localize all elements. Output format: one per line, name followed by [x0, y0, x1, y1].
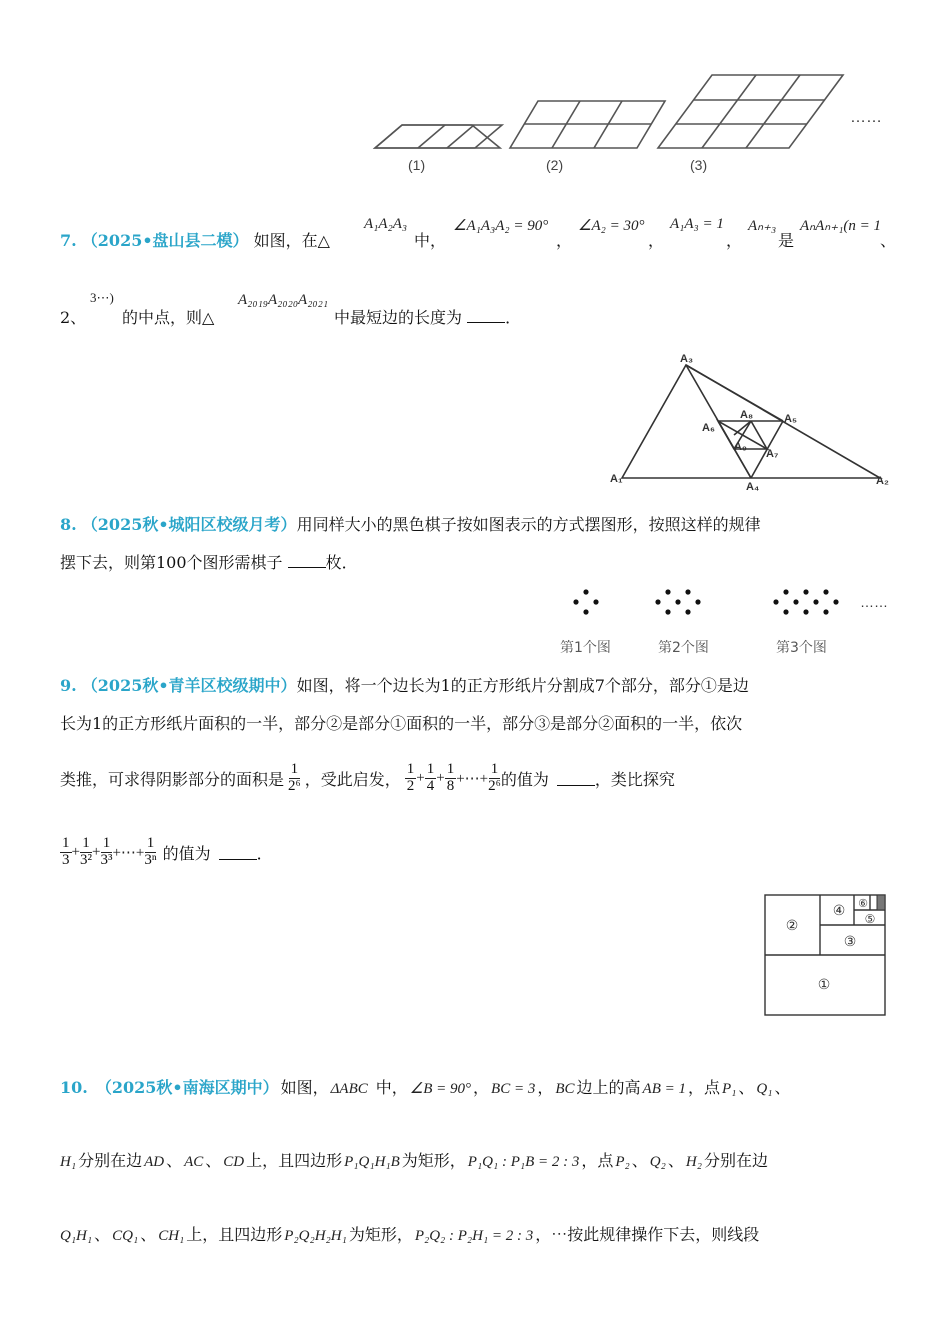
q9-frac-shadow: $\frac{1}{\text{2⁶}}$ [288, 761, 301, 794]
q10-ratio2: P₂Q₂ : P₂H₁ = 2 : 3 [414, 1228, 534, 1244]
q10-rect2: P₂Q₂H₂H₁ [284, 1228, 347, 1244]
q9-text4: ，受此启发， [304, 769, 401, 789]
q9-line1 [60, 673, 749, 696]
region-6: ⑥ [858, 898, 868, 910]
q9-text3: 类推，可求得阴影部分的面积是 [60, 769, 285, 789]
q10-line3 [60, 1222, 759, 1245]
q8-text3: 枚． [325, 553, 358, 572]
q8-line2 [60, 550, 358, 573]
q10-text4: ，点 [687, 1078, 720, 1097]
q10-tri: ΔABC [330, 1081, 368, 1097]
q10-text9: 分别在边 [703, 1151, 768, 1170]
q10-sep5: 、 [631, 1151, 648, 1170]
q10-sep7: 、 [94, 1225, 111, 1244]
q10-h1: H₁ [60, 1154, 77, 1170]
q9-s2-term3: $\frac{1}{\text{3³}}$ [100, 835, 113, 868]
q8-line1 [60, 512, 761, 535]
q9-s1-term3: $\frac{1}{8}$ [446, 761, 455, 794]
fig-label-2: (2) [546, 157, 564, 173]
q10-sep8: 、 [140, 1225, 157, 1244]
label-A1: A₁ [610, 473, 623, 485]
q9-text6: ，类比探究 [594, 769, 675, 789]
q7-triangle2: A₂₀₁₉A₂₀₂₀A₂₀₂₁ [238, 292, 329, 308]
q7-text5: 中最短边的长度为 [334, 308, 463, 327]
q10-cq: CQ₁ [112, 1228, 139, 1244]
q7-answer-blank[interactable] [467, 308, 505, 323]
label-A5: A₅ [784, 413, 797, 425]
label-A3: A₃ [680, 353, 694, 365]
q9-line3: 类推，可求得阴影部分的面积是 $\frac{1}{\text{2⁶}}$ ，受此启发， $\frac{1}{2}$ + $\frac{1}{4}$ + $\frac{1}{8}$ +⋯+ $\frac{1}{\text{2⁶}}$ 的值为 ，类比探究 [60, 761, 675, 794]
q10-c1: ∠B = 90° [409, 1081, 472, 1097]
q7-cond2: ∠A₂ = 30° [578, 218, 645, 234]
q10-text12: ，⋯按此规律操作下去，则线段 [535, 1225, 760, 1244]
q7-comma2: ， [648, 231, 665, 250]
q9-s2-dots: +⋯+ [112, 844, 145, 861]
q10-text5: 分别在边 [78, 1151, 143, 1170]
q7-text1: 如图，在△ [253, 231, 330, 250]
q9-s1-dots: +⋯+ [456, 770, 489, 787]
q10-text7: 为矩形， [401, 1151, 466, 1170]
q7-cond5: AₙAₙ₊₁(n = 1 [800, 218, 882, 234]
label-A4: A₄ [746, 481, 760, 493]
q9-period: ． [256, 843, 273, 863]
q10-text10: 上，且四边形 [186, 1225, 283, 1244]
q10-c3a: BC [555, 1081, 575, 1097]
q9-s2-term2: $\frac{1}{\text{3²}}$ [79, 835, 92, 868]
q10-cd: CD [223, 1154, 245, 1170]
q9-answer-blank-2[interactable] [219, 845, 257, 860]
q9-number: 9. [60, 676, 77, 695]
q9-text5: 的值为 [500, 769, 549, 789]
q10-source: （2025秋•南海区期中） [95, 1078, 279, 1097]
q7-triangle-figure [610, 350, 900, 495]
q10-q2: Q₂ [649, 1154, 666, 1170]
q10-sep4: 、 [205, 1151, 222, 1170]
q10-c3b: AB = 1 [642, 1081, 686, 1097]
q7-line2-sup: 3⋯) [90, 290, 114, 305]
q7-number: 7. [60, 231, 77, 250]
q8-number: 8. [60, 515, 77, 534]
q7-cond3: A₁A₃ = 1 [670, 216, 724, 232]
q10-h2: H₂ [685, 1154, 702, 1170]
q7-text3: 是 [778, 231, 795, 250]
q10-ratio1: P₁Q₁ : P₁B = 2 : 3 [467, 1154, 580, 1170]
q9-s1-last: $\frac{1}{\text{2⁶}}$ [488, 761, 501, 794]
q10-text1: 如图， [280, 1078, 329, 1097]
q9-line4: $\frac{1}{3}$ + $\frac{1}{\text{3²}}$ + $\frac{1}{\text{3³}}$ +⋯+ $\frac{1}{\text{3ⁿ}}$ 的值为 ． [62, 835, 273, 868]
fig-ellipsis: …… [850, 109, 882, 126]
q10-sep3: 、 [166, 1151, 183, 1170]
q7-comma3: ， [726, 231, 743, 250]
q9-s1-term2: $\frac{1}{4}$ [426, 761, 435, 794]
q10-p1: P₁ [722, 1081, 737, 1097]
q7-cond4: Aₙ₊₃ [748, 218, 777, 234]
grid-figure [360, 70, 900, 180]
q8-caption-2: 第2个图 [658, 640, 709, 656]
q7-source: （2025•盘山县二模） [81, 231, 249, 250]
q8-text2: 摆下去，则第100个图形需棋子 [60, 553, 283, 572]
q10-q1: Q₁ [756, 1081, 773, 1097]
q10-line1: 10. （2025秋•南海区期中） 如图， ΔABC 中， ∠B = 90° ， BC = 3 ， BC 边上的高 AB = 1 ，点 P₁ 、 Q₁ 、 [60, 1075, 790, 1098]
label-A8: A₈ [740, 409, 754, 421]
label-A9: A₉ [734, 441, 747, 453]
q10-number: 10. [60, 1078, 88, 1097]
q8-ellipsis: …… [860, 594, 888, 610]
q7-line2-start: 2、 [60, 308, 87, 327]
region-1: ① [817, 976, 831, 992]
q9-line2: 长为1的正方形纸片面积的一半，部分②是部分①面积的一半，部分③是部分②面积的一半，依次 [60, 714, 743, 733]
q7-text5-wrap [334, 305, 521, 328]
label-A2: A₂ [876, 475, 889, 487]
q9-s2-last: $\frac{1}{\text{3ⁿ}}$ [144, 835, 157, 868]
q10-p2: P₂ [615, 1154, 630, 1170]
q10-c2: BC = 3 [491, 1081, 536, 1097]
q10-sep2: 、 [774, 1078, 791, 1097]
q7-text2: 中， [414, 231, 447, 250]
label-A7: A₇ [766, 448, 779, 460]
q7-line1 [60, 228, 330, 251]
label-A6: A₆ [702, 422, 715, 434]
q10-ac: AC [184, 1154, 204, 1170]
q7-period: ． [505, 308, 522, 327]
q7-text4: 的中点，则△ [122, 308, 215, 327]
q9-answer-blank-1[interactable] [557, 771, 595, 786]
q10-line2 [60, 1148, 768, 1171]
q9-s2-term1: $\frac{1}{3}$ [62, 835, 70, 868]
q10-text2: 中， [375, 1078, 408, 1097]
q8-source: （2025秋•城阳区校级月考） [81, 515, 297, 534]
q9-s1-term1: $\frac{1}{2}$ [406, 761, 415, 794]
region-3: ③ [843, 933, 857, 949]
q10-text3: 边上的高 [576, 1078, 641, 1097]
q8-caption-1: 第1个图 [560, 640, 611, 656]
q10-text8: ，点 [581, 1151, 614, 1170]
q7-comma1: ， [556, 231, 573, 250]
q7-cond1: ∠A₁A₃A₂ = 90° [453, 218, 549, 234]
q10-sep1: 、 [738, 1078, 755, 1097]
q10-rect1: P₁Q₁H₁B [344, 1154, 400, 1170]
q10-ad: AD [144, 1154, 165, 1170]
q8-text1: 用同样大小的黑色棋子按如图表示的方式摆图形，按照这样的规律 [296, 515, 761, 534]
region-5: ⑤ [864, 912, 876, 926]
q8-answer-blank[interactable] [288, 553, 326, 568]
q9-square-figure [760, 890, 890, 1020]
q10-text6: 上，且四边形 [246, 1151, 343, 1170]
fig-label-3: (3) [690, 157, 708, 173]
q7-end1: 、 [880, 231, 897, 250]
q10-qh: Q₁H₁ [60, 1228, 93, 1244]
q10-text11: 为矩形， [348, 1225, 413, 1244]
q9-text1: 如图，将一个边长为1的正方形纸片分割成7个部分，部分①是边 [296, 676, 749, 695]
q7-triangle: A₁A₂A₃ [364, 216, 408, 232]
q9-source: （2025秋•青羊区校级期中） [81, 676, 297, 695]
region-4: ④ [832, 902, 846, 918]
region-2: ② [785, 917, 799, 933]
q9-text7: 的值为 [162, 843, 211, 863]
fig-label-1: (1) [408, 157, 426, 173]
q10-ch: CH₁ [158, 1228, 185, 1244]
q8-dots-figure [560, 580, 900, 660]
q8-caption-3: 第3个图 [776, 640, 827, 656]
q10-sep6: 、 [667, 1151, 684, 1170]
